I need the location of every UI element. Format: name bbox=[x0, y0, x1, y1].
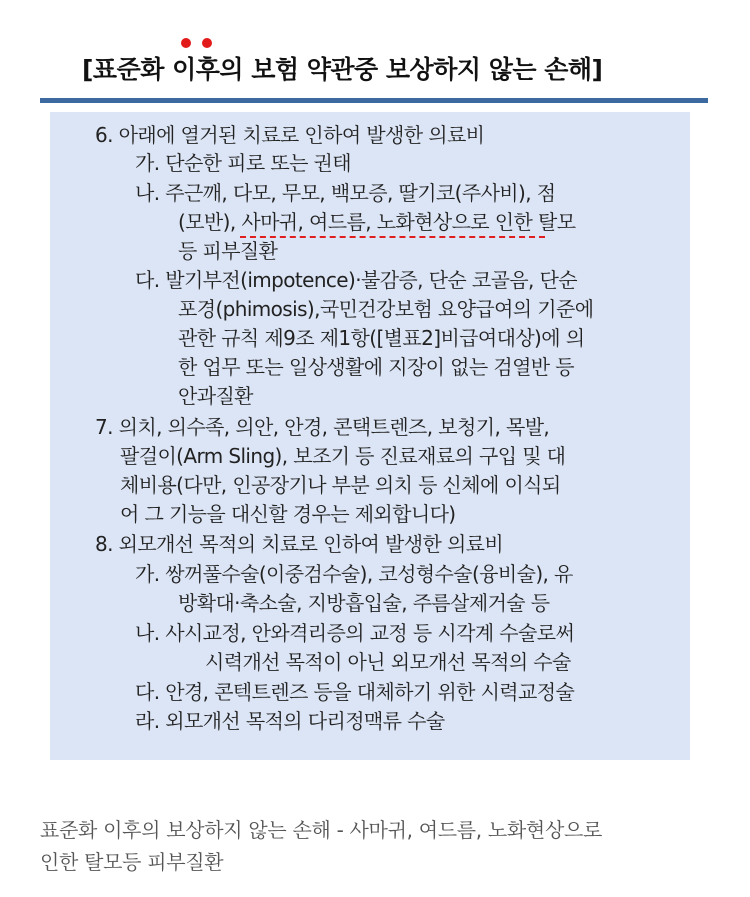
clause-7-heading: 7. 의치, 의수족, 의안, 안경, 콘택트렌즈, 보청기, 목발, bbox=[95, 415, 550, 439]
title-divider bbox=[40, 98, 708, 103]
clause-6-item-da-cont: 안과질환 bbox=[178, 384, 253, 408]
title-area bbox=[40, 30, 708, 98]
clause-8-item-ra: 라. 외모개선 목적의 다리정맥류 수술 bbox=[135, 709, 445, 733]
caption-line: 인한 탈모등 피부질환 bbox=[40, 850, 224, 874]
image-caption bbox=[40, 814, 710, 878]
clause-6-item-na-cont: (모반), 사마귀, 여드름, 노화현상으로 인한 탈모 bbox=[178, 210, 576, 234]
clause-7-cont: 팔걸이(Arm Sling), 보조기 등 진료재료의 구입 및 대 bbox=[120, 444, 566, 468]
clause-8-heading: 8. 외모개선 목적의 치료로 인하여 발생한 의료비 bbox=[95, 532, 504, 556]
clause-6-item-na-cont: 등 피부질환 bbox=[178, 239, 278, 263]
clause-6-item-da: 다. 발기부전(impotence)·불감증, 단순 코골음, 단순 bbox=[135, 268, 577, 292]
clause-8-item-na-cont: 시력개선 목적이 아닌 외모개선 목적의 수술 bbox=[205, 650, 571, 674]
highlight-underline bbox=[240, 236, 545, 238]
caption-line: 표준화 이후의 보상하지 않는 손해 - 사마귀, 여드름, 노화현상으로 bbox=[40, 818, 603, 842]
clause-6-item-na: 나. 주근깨, 다모, 무모, 백모증, 딸기코(주사비), 점 bbox=[135, 181, 556, 205]
clause-8-item-da: 다. 안경, 콘텍트렌즈 등을 대체하기 위한 시력교정술 bbox=[135, 680, 575, 704]
clause-8-item-ga: 가. 쌍꺼풀수술(이중검수술), 코성형수술(융비술), 유 bbox=[135, 562, 573, 586]
emphasis-dot bbox=[181, 38, 191, 48]
clause-6-heading: 6. 아래에 열거된 치료로 인하여 발생한 의료비 bbox=[95, 123, 485, 147]
document-title: [표준화 이후의 보험 약관중 보상하지 않는 손해] bbox=[82, 55, 603, 84]
emphasis-dot bbox=[202, 38, 212, 48]
clause-7-cont: 체비용(다만, 인공장기나 부분 의치 등 신체에 이식되 bbox=[120, 473, 561, 497]
clause-6-item-da-cont: 관한 규칙 제9조 제1항([별표2]비급여대상)에 의 bbox=[178, 326, 585, 350]
clause-7-cont: 어 그 기능을 대신할 경우는 제외합니다) bbox=[120, 502, 456, 526]
clause-8-item-ga-cont: 방확대·축소술, 지방흡입술, 주름살제거술 등 bbox=[178, 591, 550, 615]
clause-8-item-na: 나. 사시교정, 안와격리증의 교정 등 시각계 수술로써 bbox=[135, 621, 575, 645]
clause-6-item-da-cont: 한 업무 또는 일상생활에 지장이 없는 검열반 등 bbox=[178, 355, 574, 379]
clause-6-item-ga: 가. 단순한 피로 또는 권태 bbox=[135, 151, 351, 175]
clause-6-item-da-cont: 포경(phimosis),국민건강보험 요양급여의 기준에 bbox=[178, 297, 594, 321]
